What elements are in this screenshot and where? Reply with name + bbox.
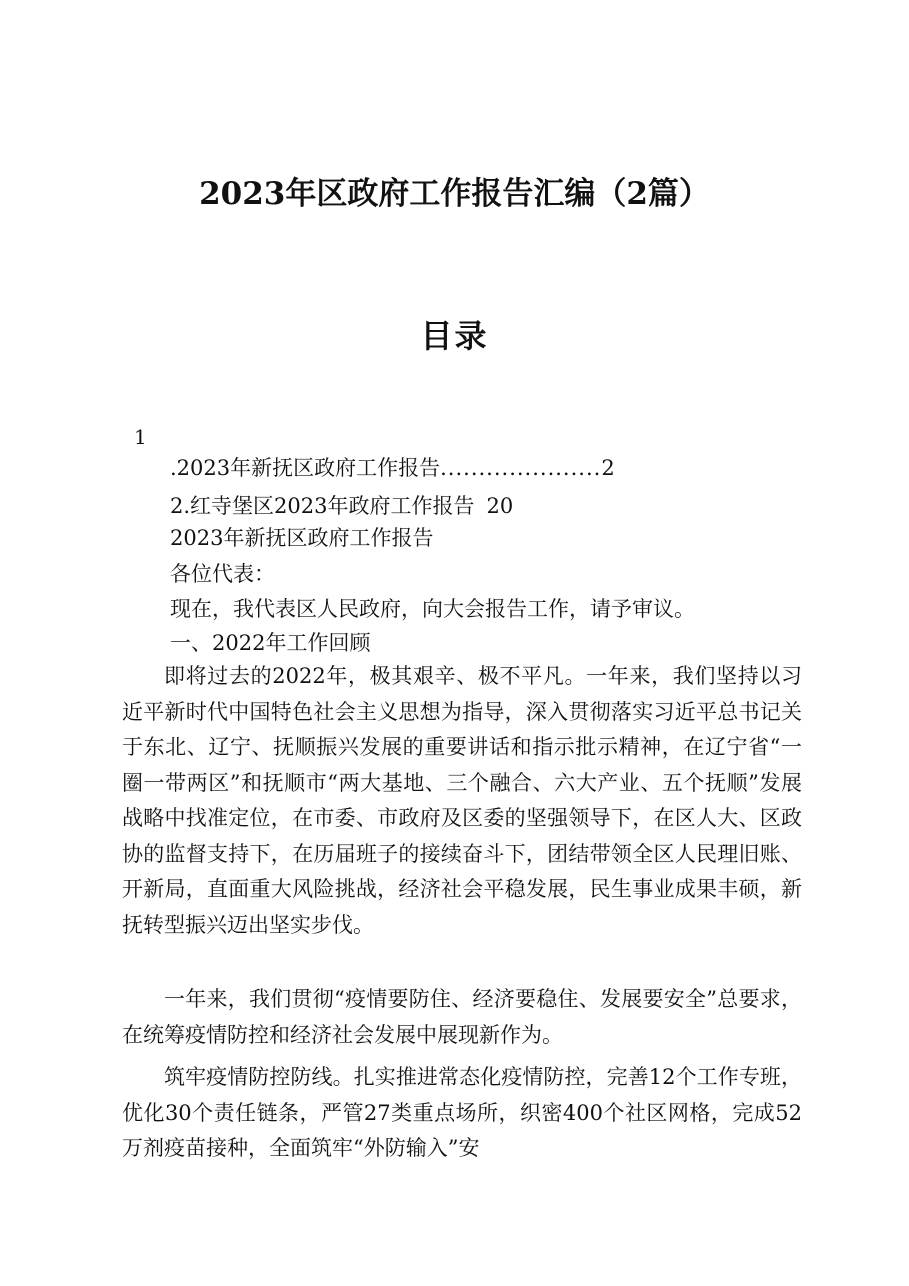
toc-leader-dots: ..................... bbox=[440, 456, 602, 480]
intro-line: 现在，我代表区人民政府，向大会报告工作，请予审议。 bbox=[170, 597, 695, 621]
body-paragraph: 一年来，我们贯彻“疫情要防住、经济要稳住、发展要安全”总要求，在统筹疫情防控和经济社会发展中展现新作为。 bbox=[122, 987, 802, 1047]
salutation: 各位代表： bbox=[170, 562, 275, 586]
toc-entry-label: .2023年新抚区政府工作报告 bbox=[170, 456, 441, 480]
toc-entry-page: 2 bbox=[601, 456, 615, 480]
document-title: 2023年区政府工作报告汇编（2篇） bbox=[199, 176, 710, 212]
toc-number: 1 bbox=[134, 425, 147, 449]
toc-entry-label: 2.红寺堡区2023年政府工作报告 bbox=[170, 494, 475, 518]
toc-entry[interactable] bbox=[170, 491, 513, 521]
body-paragraph: 筑牢疫情防控防线。扎实推进常态化疫情防控，完善12个工作专班，优化30个责任链条，严管27类重点场所，织密400个社区网格，完成52万剂疫苗接种，全面筑牢“外防输入”安 bbox=[122, 1065, 802, 1160]
body-paragraph: 即将过去的2022年，极其艰辛、极不平凡。一年来，我们坚持以习近平新时代中国特色社会主义思想为指导，深入贯彻落实习近平总书记关于东北、辽宁、抚顺振兴发展的重要讲话和指示批示精神，在辽宁省“一圈一带两区”和抚顺市“两大基地、三个融合、六大产业、五个抚顺”发展战略中找准定位，在市委、市政府及区委的坚强领导下，在区人大、区政协的监督支持下，在历届班子的接续奋斗下，团结带领全区人民理旧账、开新局，直面重大风险挑战，经济社会平稳发展，民生事业成果丰硕，新抚转型振兴迈出坚实步伐。 bbox=[122, 664, 802, 937]
report-title: 2023年新抚区政府工作报告 bbox=[170, 526, 434, 550]
toc-heading: 目录 bbox=[420, 317, 489, 355]
section-heading: 一、2022年工作回顾 bbox=[170, 631, 371, 655]
toc-entry[interactable] bbox=[170, 453, 760, 483]
toc-entry-page: 20 bbox=[486, 494, 514, 518]
